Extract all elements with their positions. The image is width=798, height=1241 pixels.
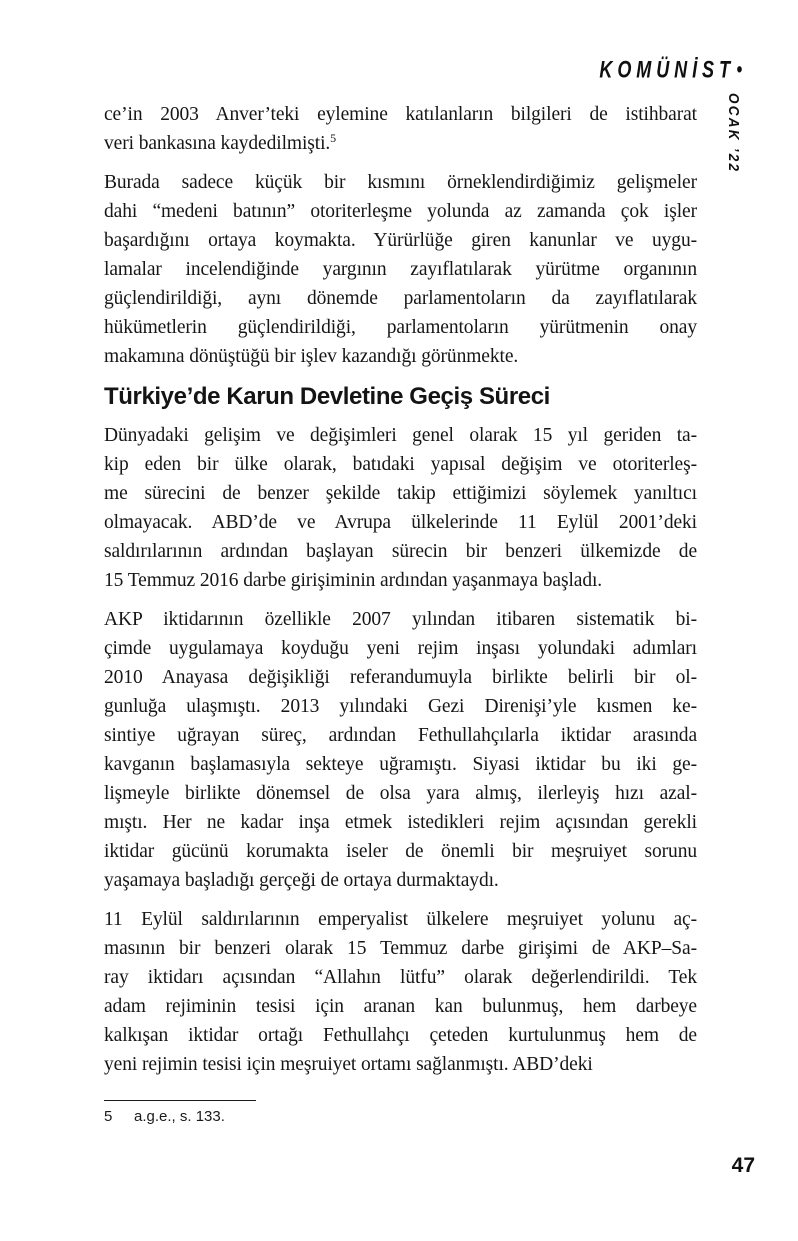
paragraph-line: çimde uygulamaya koyduğu yeni rejim inşası yolundaki adımları: [104, 638, 697, 659]
paragraph: [104, 100, 697, 158]
section-heading: Türkiye’de Karun Devletine Geçiş Süreci: [104, 383, 550, 410]
paragraph-line: lişmeyle birlikte dönemsel de olsa yara almış, ilerleyiş hızı azal-: [104, 783, 697, 804]
paragraph-line: kavganın başlamasıyla sekteye uğramıştı. Siyasi iktidar bu iki ge-: [104, 754, 697, 775]
footnote-marker: 5: [104, 1108, 113, 1125]
paragraph-line: 2010 Anayasa değişikliği referandumuyla birlikte belirli bir ol-: [104, 667, 697, 688]
masthead-bullet-icon: •: [736, 57, 742, 83]
paragraph-line: yaşamaya başladığı gerçeği de ortaya durmaktaydı.: [104, 870, 499, 891]
paragraph-line: 11 Eylül saldırılarının emperyalist ülkelere meşruiyet yolunu aç-: [104, 909, 697, 930]
paragraph-line: Dünyadaki gelişim ve değişimleri genel olarak 15 yıl geriden ta-: [104, 425, 697, 446]
issue-label: OCAK ’22: [725, 93, 742, 174]
paragraph-line: ce’in 2003 Anver’teki eylemine katılanların bilgileri de istihbarat: [104, 104, 697, 125]
footnote-rule: [104, 1100, 256, 1101]
paragraph-line: adam rejiminin tesisi için aranan kan bulunmuş, hem darbeye: [104, 996, 697, 1017]
paragraph-line: iktidar gücünü korumakta iseler de önemli bir meşruiyet sorunu: [104, 841, 697, 862]
paragraph: [104, 168, 697, 371]
page-number: 47: [731, 1154, 755, 1177]
paragraph-line: güçlendirildiği, aynı dönemde parlamentoların da zayıflatılarak: [104, 288, 697, 309]
footnote: [104, 1100, 256, 1125]
paragraph-line: dahi “medeni batının” otoriterleşme yolunda az zamanda çok işler: [104, 201, 697, 222]
paragraph-line: yeni rejimin tesisi için meşruiyet ortamı sağlanmıştı. ABD’deki: [104, 1054, 593, 1075]
paragraph-line: makamına dönüştüğü bir işlev kazandığı görünmekte.: [104, 346, 519, 367]
paragraph-line: AKP iktidarının özellikle 2007 yılından itibaren sistematik bi-: [104, 609, 697, 630]
paragraph-line: kip eden bir ülke olarak, batıdaki yapısal değişim ve otoriterleş-: [104, 454, 697, 475]
magazine-title: KOMÜNİST: [599, 55, 735, 84]
paragraph-line: me sürecini de benzer şekilde takip ettiğimizi söylemek yanıltıcı: [104, 483, 697, 504]
paragraph-line: gunluğa ulaşmıştı. 2013 yılındaki Gezi Direnişi’yle kısmen ke-: [104, 696, 697, 717]
paragraph-line: ray iktidarı açısından “Allahın lütfu” olarak değerlendirildi. Tek: [104, 967, 697, 988]
paragraph-line: masının bir benzeri olarak 15 Temmuz darbe girişimi de AKP–Sa-: [104, 938, 697, 959]
text-block: [104, 100, 697, 1089]
paragraph: [104, 905, 697, 1079]
paragraph-line: mıştı. Her ne kadar inşa etmek istedikleri rejim açısından gerekli: [104, 812, 697, 833]
footnote-text: a.g.e., s. 133.: [134, 1108, 225, 1125]
paragraph-line: veri bankasına kaydedilmişti.$^5$: [104, 131, 337, 154]
paragraph: [104, 605, 697, 895]
footnote-reference: 5: [330, 131, 337, 145]
paragraph-line: Burada sadece küçük bir kısmını örneklendirdiğimiz gelişmeler: [104, 172, 697, 193]
paragraph-line: saldırılarının ardından başlayan sürecin bir benzeri ülkemizde de: [104, 541, 697, 562]
paragraph-line: lamalar incelendiğinde yargının zayıflatılarak yürütme organının: [104, 259, 697, 280]
paragraph-line: başardığını ortaya koymakta. Yürürlüğe giren kanunlar ve uygu-: [104, 230, 697, 251]
masthead: [599, 56, 742, 85]
paragraph-line: hükümetlerin güçlendirildiği, parlamentoların yürütmenin onay: [104, 317, 697, 338]
paragraph-line: olmayacak. ABD’de ve Avrupa ülkelerinde 11 Eylül 2001’deki: [104, 512, 697, 533]
paragraph: [104, 421, 697, 595]
paragraph-line: sintiye uğrayan süreç, ardından Fethullahçılarla iktidar arasında: [104, 725, 697, 746]
paragraph-line: 15 Temmuz 2016 darbe girişiminin ardından yaşanmaya başladı.: [104, 570, 603, 591]
paragraph-line: kalkışan iktidar ortağı Fethullahçı çeteden kurtulunmuş hem de: [104, 1025, 697, 1046]
